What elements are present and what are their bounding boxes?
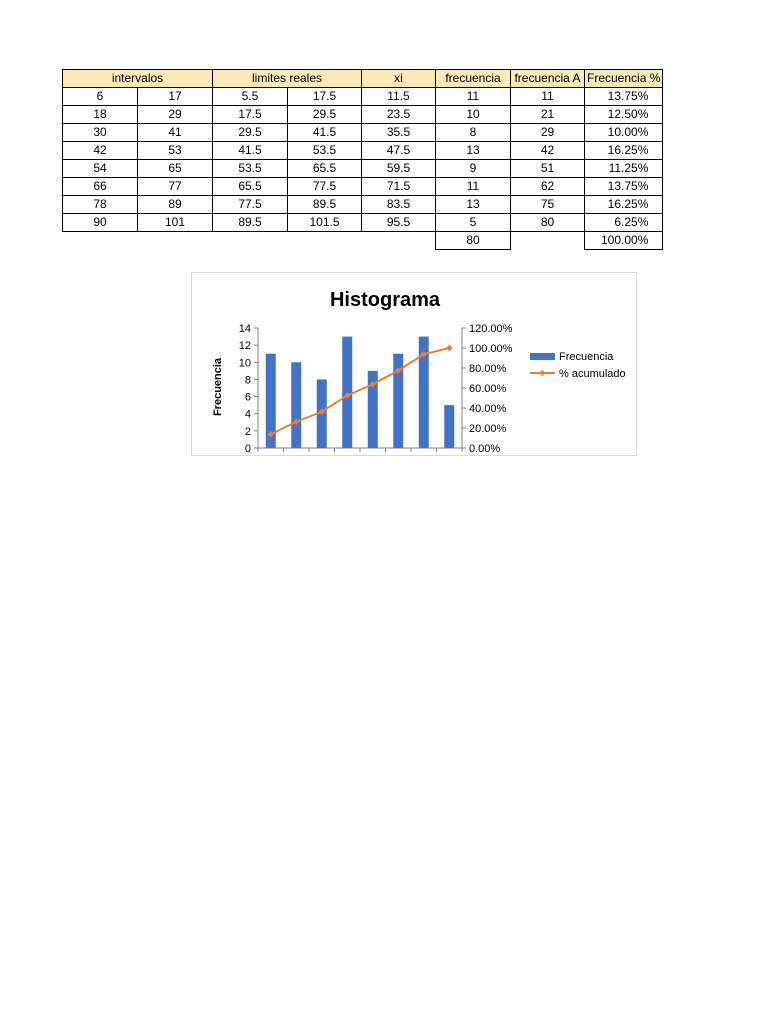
frecuencia-value[interactable]: 10 (436, 106, 511, 124)
frecuencia-pct-value[interactable]: 6.25% (585, 214, 663, 232)
frecuencia-a-value[interactable]: 42 (511, 142, 585, 160)
frecuencia-a-value[interactable]: 51 (511, 160, 585, 178)
interval-upper[interactable]: 41 (138, 124, 213, 142)
interval-upper[interactable]: 89 (138, 196, 213, 214)
frecuencia-pct-value[interactable]: 11.25% (585, 160, 663, 178)
y-tick-label-right: 0.00% (469, 443, 501, 455)
y-tick-label-left: 2 (244, 425, 251, 438)
legend-swatch-frecuencia (530, 353, 555, 360)
frecuencia-pct-value[interactable]: 16.25% (585, 142, 663, 160)
frecuencia-value[interactable]: 13 (436, 142, 511, 160)
y-tick-label-right: 100.00% (469, 343, 513, 355)
chart-title: Histograma (329, 289, 441, 311)
frecuencia-value[interactable]: 8 (436, 124, 511, 142)
interval-upper[interactable]: 53 (138, 142, 213, 160)
real-limit-upper[interactable]: 77.5 (288, 178, 362, 196)
table-totals-row (63, 232, 663, 250)
frequency-table (62, 69, 663, 250)
real-limit-upper[interactable]: 89.5 (288, 196, 362, 214)
y-tick-label-right: 20.00% (469, 423, 507, 435)
real-limit-upper[interactable]: 65.5 (288, 160, 362, 178)
xi-value[interactable]: 47.5 (362, 142, 436, 160)
frecuencia-pct-value[interactable]: 16.25% (585, 196, 663, 214)
y-tick-label-left: 12 (238, 340, 251, 353)
interval-upper[interactable]: 77 (138, 178, 213, 196)
frecuencia-a-value[interactable]: 75 (511, 196, 585, 214)
legend[interactable] (530, 351, 626, 380)
frecuencia-pct-value[interactable]: 12.50% (585, 106, 663, 124)
y-tick-label-left: 6 (244, 391, 251, 404)
xi-value[interactable]: 23.5 (362, 106, 436, 124)
interval-upper[interactable]: 65 (138, 160, 213, 178)
table-row (63, 142, 663, 160)
real-limit-upper[interactable]: 17.5 (288, 88, 362, 106)
real-limit-upper[interactable]: 101.5 (288, 214, 362, 232)
histogram-chart[interactable] (191, 272, 637, 456)
histogram-bar (291, 362, 301, 448)
frecuencia-a-value[interactable]: 29 (511, 124, 585, 142)
table-row (63, 124, 663, 142)
real-limit-lower[interactable]: 17.5 (213, 106, 288, 124)
frecuencia-value[interactable]: 11 (436, 178, 511, 196)
interval-lower[interactable]: 90 (63, 214, 138, 232)
frecuencia-value[interactable]: 5 (436, 214, 511, 232)
real-limit-lower[interactable]: 77.5 (213, 196, 288, 214)
frecuencia-a-value[interactable]: 21 (511, 106, 585, 124)
xi-value[interactable]: 83.5 (362, 196, 436, 214)
y-axis-title: Frecuencia (212, 357, 224, 417)
header-frecuencia-pct[interactable]: Frecuencia % (585, 70, 663, 88)
xi-value[interactable]: 35.5 (362, 124, 436, 142)
table-row (63, 178, 663, 196)
real-limit-lower[interactable]: 5.5 (213, 88, 288, 106)
frecuencia-value[interactable]: 9 (436, 160, 511, 178)
frecuencia-pct-value[interactable]: 13.75% (585, 88, 663, 106)
interval-lower[interactable]: 6 (63, 88, 138, 106)
y-tick-label-left: 8 (244, 374, 251, 387)
interval-lower[interactable]: 54 (63, 160, 138, 178)
frecuencia-a-value[interactable]: 80 (511, 214, 585, 232)
real-limit-lower[interactable]: 41.5 (213, 142, 288, 160)
real-limit-lower[interactable]: 53.5 (213, 160, 288, 178)
real-limit-lower[interactable]: 29.5 (213, 124, 288, 142)
xi-value[interactable]: 71.5 (362, 178, 436, 196)
cumulative-point (446, 345, 452, 351)
frecuencia-a-value[interactable]: 62 (511, 178, 585, 196)
table-row (63, 106, 663, 124)
y-tick-label-right: 80.00% (469, 363, 507, 375)
y-tick-label-right: 40.00% (469, 403, 507, 415)
legend-label-acumulado: % acumulado (559, 368, 626, 380)
table-row (63, 88, 663, 106)
interval-lower[interactable]: 42 (63, 142, 138, 160)
histogram-chart-svg (192, 273, 638, 457)
y-tick-label-left: 10 (238, 357, 251, 370)
interval-lower[interactable]: 18 (63, 106, 138, 124)
frecuencia-pct-value[interactable]: 13.75% (585, 178, 663, 196)
y-tick-label-right: 120.00% (469, 323, 513, 335)
total-frecuencia[interactable]: 80 (436, 232, 511, 250)
y-tick-label-right: 60.00% (469, 383, 507, 395)
histogram-bar (342, 337, 352, 448)
interval-upper[interactable]: 17 (138, 88, 213, 106)
header-xi[interactable]: xi (362, 70, 436, 88)
table-header-row (63, 70, 663, 88)
real-limit-upper[interactable]: 29.5 (288, 106, 362, 124)
interval-lower[interactable]: 30 (63, 124, 138, 142)
frecuencia-pct-value[interactable]: 10.00% (585, 124, 663, 142)
frecuencia-value[interactable]: 11 (436, 88, 511, 106)
frecuencia-value[interactable]: 13 (436, 196, 511, 214)
interval-lower[interactable]: 66 (63, 178, 138, 196)
interval-lower[interactable]: 78 (63, 196, 138, 214)
header-limites-reales[interactable]: limites reales (213, 70, 362, 88)
totals-spacer (63, 232, 436, 250)
real-limit-upper[interactable]: 53.5 (288, 142, 362, 160)
header-intervalos[interactable]: intervalos (63, 70, 213, 88)
y-tick-label-left: 0 (244, 443, 251, 455)
real-limit-lower[interactable]: 89.5 (213, 214, 288, 232)
xi-value[interactable]: 59.5 (362, 160, 436, 178)
table-row (63, 160, 663, 178)
header-frecuencia[interactable]: frecuencia (436, 70, 511, 88)
table-row (63, 214, 663, 232)
table-row (63, 196, 663, 214)
real-limit-upper[interactable]: 41.5 (288, 124, 362, 142)
legend-label-frecuencia: Frecuencia (559, 351, 614, 363)
xi-value[interactable]: 11.5 (362, 88, 436, 106)
legend-swatch-acumulado-marker (540, 370, 546, 376)
real-limit-lower[interactable]: 65.5 (213, 178, 288, 196)
interval-upper[interactable]: 29 (138, 106, 213, 124)
total-frecuencia-pct[interactable]: 100.00% (585, 232, 663, 250)
frecuencia-a-value[interactable]: 11 (511, 88, 585, 106)
interval-upper[interactable]: 101 (138, 214, 213, 232)
y-tick-label-left: 4 (244, 408, 251, 421)
xi-value[interactable]: 95.5 (362, 214, 436, 232)
histogram-bar (444, 405, 454, 448)
table-body (63, 88, 663, 232)
totals-spacer-2 (511, 232, 585, 250)
y-tick-label-left: 14 (238, 323, 251, 335)
header-frecuencia-a[interactable]: frecuencia A (511, 70, 585, 88)
